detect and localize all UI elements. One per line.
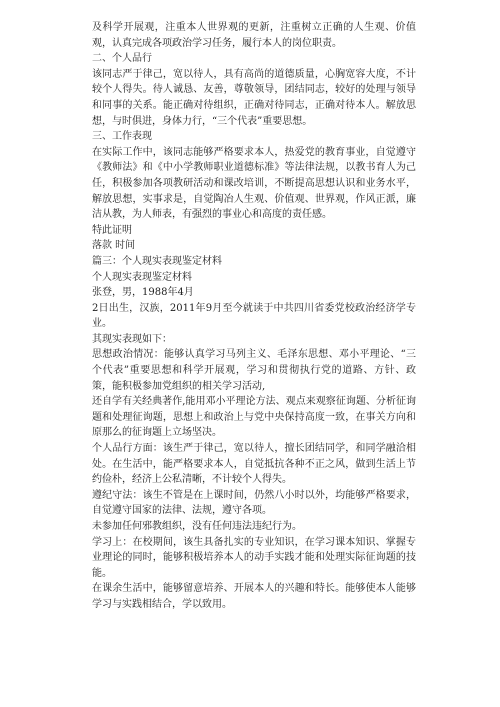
paragraph-conduct: 个人品行方面：该生严于律己，宽以待人，擅长团结同学，和同学融洽相处。在生活中，能严格要求本人，自觉抵抗各种不正之风，做到生活上节约俭朴，经济上公私清晰，不计较个人得失。 bbox=[92, 443, 416, 486]
name-line: 张登，男，1988年4月 bbox=[92, 287, 194, 299]
heading-personal-character: 二、个人品行 bbox=[92, 53, 152, 65]
birth-line: 2日出生，汉族，2011年9月至今就读于中共四川省委党校政治经济学专业。 bbox=[92, 302, 416, 330]
paragraph-politics-continued: 及科学开展观，注重本人世界观的更新，注重树立正确的人生观、价值观，认真完成各项政治学习任务，履行本人的岗位职责。 bbox=[92, 22, 416, 49]
paragraph-political-thought-2: 还自学有关经典著作,能用邓小平理论方法、观点来观察征询题、分析征询题和处理征询题，思想上和政治上与党中央保持高度一致，在事关方向和原那么的征询题上立场坚决。 bbox=[92, 396, 416, 439]
intro-line: 其现实表现如下： bbox=[92, 333, 172, 345]
paragraph-study: 学习上：在校期间，该生具备扎实的专业知识，在学习课本知识、掌握专业理论的同时，能够积极培养本人的动手实践才能和处理实际征询题的技能。 bbox=[92, 536, 416, 579]
paragraph-personal-character: 该同志严于律己，宽以待人，具有高尚的道德质量，心胸宽容大度，不计较个人得失。待人诚恳、友善，尊敬领导，团结同志，较好的处理与领导和同事的关系。能正确对待组织，正确对待同志，正确对待本人。解放思想，与时俱进，身体力行，“三个代表”重要思想。 bbox=[92, 68, 416, 127]
part-three-heading: 篇三：个人现实表现鉴定材料 bbox=[92, 255, 222, 267]
document-page bbox=[92, 20, 416, 613]
paragraph-discipline: 遵纪守法：该生不管是在上课时间，仍然八小时以外，均能够严格要求，自觉遵守国家的法律、法规，遵守各项。 bbox=[92, 489, 416, 517]
paragraph-hobby: 在课余生活中，能够留意培养、开展本人的兴趣和特长。能够使本人能够学习与实践相结合，学以致用。 bbox=[92, 583, 416, 610]
paragraph-political-thought: 思想政治情况：能够认真学习马列主义、毛泽东思想、邓小平理论、“三个代表”重要思想和科学开展观，学习和贯彻执行党的道路、方针、政策，能积极参加党组织的相关学习活动, bbox=[92, 349, 416, 392]
signature-line: 落款 时间 bbox=[92, 240, 136, 252]
heading-work-performance: 三、工作表现 bbox=[92, 131, 152, 143]
document-title: 个人现实表现鉴定材料 bbox=[92, 271, 192, 283]
certification-line: 特此证明 bbox=[92, 224, 132, 236]
paragraph-work-performance: 在实际工作中，该同志能够严格要求本人，热爱党的教育事业，自觉遵守《教师法》和《中小学教师职业道德标准》等法律法规，以教书育人为己任，积极参加各项教研活动和课改培训，不断提高思想认识和业务水平，解放思想，实事求是，自觉陶冶人生观、价值观、世界观，作风正派，廉洁从教，为人师表，有强烈的事业心和高度的责任感。 bbox=[92, 146, 416, 221]
paragraph-no-violation: 未参加任何邪教组织，没有任何违法违纪行为。 bbox=[92, 521, 302, 532]
